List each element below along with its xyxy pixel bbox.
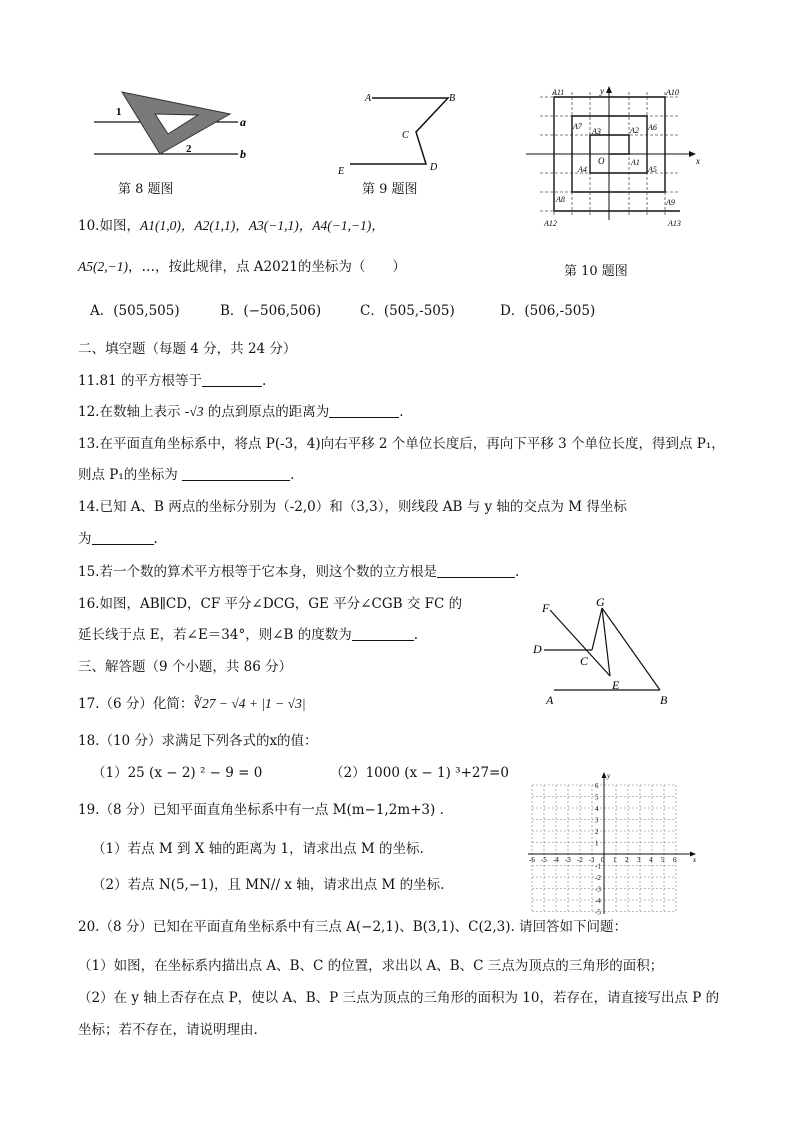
q14-line2-text: 为 xyxy=(78,531,92,547)
q10-line2-text: ，…，按此规律，点 A2021的坐标为（ ） xyxy=(127,259,406,275)
q10-point-a3: A3(−1,1)， xyxy=(248,218,313,233)
label-a9: A9 xyxy=(666,198,675,207)
q15-text: 15.若一个数的算术平方根等于它本身，则这个数的立方根是 xyxy=(78,564,437,580)
q11-text: 11.81 的平方根等于 xyxy=(78,373,202,389)
grid-y-tick: 1 xyxy=(595,839,599,848)
q10-point-a4: A4(−1,−1)， xyxy=(312,218,385,233)
q13-end: . xyxy=(290,467,295,483)
label-a1: A1 xyxy=(631,158,640,167)
question-10-line2 xyxy=(78,258,406,276)
q17-text: 17.（6 分）化简： xyxy=(78,696,194,712)
figure-10 xyxy=(520,84,702,232)
fig10-y-label: y xyxy=(600,86,604,96)
q14-answer-blank[interactable] xyxy=(92,530,154,545)
fig10-origin-label: O xyxy=(598,156,605,166)
angle-2-label: 2 xyxy=(186,143,192,155)
q13-line2-text: 则点 P₁的坐标为 xyxy=(78,467,183,483)
grid-x-tick: 0 xyxy=(601,856,605,864)
fig10-x-label: x xyxy=(696,156,700,166)
q11-answer-blank[interactable] xyxy=(202,372,262,387)
label-a8: A8 xyxy=(556,195,565,204)
label-a5: A5 xyxy=(648,165,657,174)
grid-x-tick: 1 xyxy=(613,856,617,864)
label-a2: A2 xyxy=(630,126,639,135)
grid-y-tick: -1 xyxy=(595,862,601,871)
grid-x-tick: -1 xyxy=(589,856,595,864)
grid-y-tick: 2 xyxy=(595,828,599,836)
q15-answer-blank[interactable] xyxy=(437,563,515,578)
question-17 xyxy=(78,695,306,713)
angle-1-label: 1 xyxy=(116,106,122,118)
grid-x-tick: 2 xyxy=(625,856,629,864)
fig16-g-label: G xyxy=(596,595,605,609)
grid-x-tick: -6 xyxy=(529,856,535,864)
grid-y-tick: 6 xyxy=(595,782,599,790)
grid-y-arrow xyxy=(602,772,607,778)
figure-8 xyxy=(90,82,260,162)
grid-x-tick: -4 xyxy=(553,856,559,864)
q10-prefix: 10.如图， xyxy=(78,218,140,234)
grid-y-tick: -4 xyxy=(595,897,601,905)
grid-y-tick: 3 xyxy=(595,816,599,825)
grid-x-tick: -3 xyxy=(565,856,571,864)
grid-y-tick: 5 xyxy=(595,793,599,802)
q16-line2-text: 延长线于点 E，若∠E＝34°，则∠B 的度数为 xyxy=(78,627,352,643)
label-a12: A12 xyxy=(544,219,557,228)
line-gb xyxy=(602,608,660,690)
question-14-line1: 14.已知 A、B 两点的坐标分别为（-2,0）和（3,3），则线段 AB 与 y 轴的交点为 M 得坐标 xyxy=(78,499,627,515)
q10-point-a5: A5(2,−1) xyxy=(78,259,128,274)
q10-option-b: B．(−506,506) xyxy=(220,303,322,319)
q18-part-2: （2）1000 (x − 1) ³+27=0 xyxy=(330,765,509,781)
line-b-label: b xyxy=(240,147,246,161)
label-a6: A6 xyxy=(648,123,657,132)
figure-9 xyxy=(330,86,470,178)
q12-answer-blank[interactable] xyxy=(329,403,399,418)
q19-part-2: （2）若点 N(5,−1)，且 MN// x 轴，请求出点 M 的坐标. xyxy=(92,877,445,893)
grid-x-tick: -2 xyxy=(577,856,583,864)
coordinate-grid xyxy=(522,770,700,918)
figure-9-caption: 第 9 题图 xyxy=(362,182,418,197)
q10-point-a2: A2(1,1)， xyxy=(194,218,249,233)
label-a13: A13 xyxy=(668,219,681,228)
grid-x-tick: 6 xyxy=(673,856,677,864)
grid-x-tick: 5 xyxy=(661,856,665,864)
fig16-b-label: B xyxy=(660,693,668,707)
question-16-line1: 16.如图，AB∥CD，CF 平分∠DCG，GE 平分∠CGB 交 FC 的 xyxy=(78,596,463,612)
q10-point-a1: A1(1,0)， xyxy=(139,218,195,233)
question-16-line2 xyxy=(78,626,418,644)
q12-text-a: 12.在数轴上表示 - xyxy=(78,404,190,420)
fig16-c-label: C xyxy=(580,654,589,668)
section-3-title: 三、解答题（9 个小题，共 86 分） xyxy=(78,659,293,675)
q17-expression: ∛27 − √4 + |1 − √3| xyxy=(193,696,306,711)
question-18: 18.（10 分）求满足下列各式的x的值： xyxy=(78,733,318,749)
grid-y-tick: -5 xyxy=(595,908,601,917)
label-a7: A7 xyxy=(573,122,582,131)
q12-sqrt: √3 xyxy=(189,404,204,419)
q10-option-a: A．(505,505) xyxy=(90,303,180,319)
question-19: 19.（8 分）已知平面直角坐标系中有一点 M(m−1,2m+3) . xyxy=(78,802,444,818)
grid-y-label: y xyxy=(607,772,611,780)
q10-option-d: D．(506,-505) xyxy=(500,303,596,319)
line-a-label: a xyxy=(240,115,246,129)
grid-y-tick: 4 xyxy=(595,805,599,813)
question-11 xyxy=(78,372,266,390)
figure-10-caption: 第 10 题图 xyxy=(564,264,628,279)
label-a10: A10 xyxy=(666,88,679,97)
grid-x-label: x xyxy=(693,856,697,864)
question-14-line2 xyxy=(78,530,158,548)
question-20: 20.（8 分）已知在平面直角坐标系中有三点 A(−2,1)、B(3,1)、C(2,3). 请回答如下问题： xyxy=(78,919,628,935)
zigzag-path xyxy=(350,98,448,164)
point-b-label: B xyxy=(449,93,456,104)
point-d-label: D xyxy=(430,162,438,173)
fig10-y-arrow xyxy=(606,86,612,93)
question-13-line2 xyxy=(78,466,294,484)
q18-part-1: （1）25 (x − 2) ² − 9 = 0 xyxy=(92,765,263,781)
label-a4: A4 xyxy=(578,165,587,174)
q12-text-b: 的点到原点的距离为 xyxy=(203,404,330,420)
grid-x-tick: 3 xyxy=(637,856,641,864)
question-15 xyxy=(78,563,519,581)
q11-end: . xyxy=(261,373,267,389)
q10-option-c: C．(505,-505) xyxy=(360,303,455,319)
fig16-f-label: F xyxy=(542,601,550,615)
fig10-x-arrow xyxy=(689,151,696,157)
label-a3: A3 xyxy=(592,127,601,136)
fig16-e-label: E xyxy=(612,678,620,692)
question-10 xyxy=(78,217,385,235)
section-2-title: 二、填空题（每题 4 分，共 24 分） xyxy=(78,341,297,357)
point-c-label: C xyxy=(402,130,409,141)
q16-end: . xyxy=(413,627,419,643)
question-12 xyxy=(78,403,404,421)
fig16-a-label: A xyxy=(546,693,554,707)
q13-answer-blank[interactable] xyxy=(182,466,290,481)
grid-x-tick: 4 xyxy=(649,856,653,864)
q12-end: . xyxy=(399,404,404,420)
line-cg xyxy=(592,608,602,650)
q20-part-2-line2: 坐标；若不存在，请说明理由. xyxy=(78,1022,258,1038)
fig16-d-label: D xyxy=(533,642,542,656)
figure-8-caption: 第 8 题图 xyxy=(118,182,174,197)
label-a11: A11 xyxy=(552,88,565,97)
question-13-line1: 13.在平面直角坐标系中，将点 P(-3，4)向右平移 2 个单位长度后，再向下平移 3 个单位长度，得到点 P₁， xyxy=(78,436,725,452)
grid-y-tick: -2 xyxy=(595,874,601,882)
q20-part-1: （1）如图，在坐标系内描出点 A、B、C 的位置，求出以 A、B、C 三点为顶点的三角形的面积； xyxy=(78,958,664,974)
q20-part-2-line1: （2）在 y 轴上否存在点 P，使以 A、B、P 三点为顶点的三角形的面积为 10，若存在，请直接写出点 P 的 xyxy=(78,990,720,1006)
q19-part-1: （1）若点 M 到 X 轴的距离为 1，请求出点 M 的坐标. xyxy=(92,841,424,857)
q15-end: . xyxy=(514,564,520,580)
q14-end: . xyxy=(153,531,158,547)
grid-y-tick: -3 xyxy=(595,885,601,894)
point-e-label: E xyxy=(338,166,345,177)
point-a-label: A xyxy=(365,93,372,104)
grid-x-tick: -5 xyxy=(541,856,547,864)
figure-16 xyxy=(530,594,680,710)
q16-answer-blank[interactable] xyxy=(352,626,414,641)
